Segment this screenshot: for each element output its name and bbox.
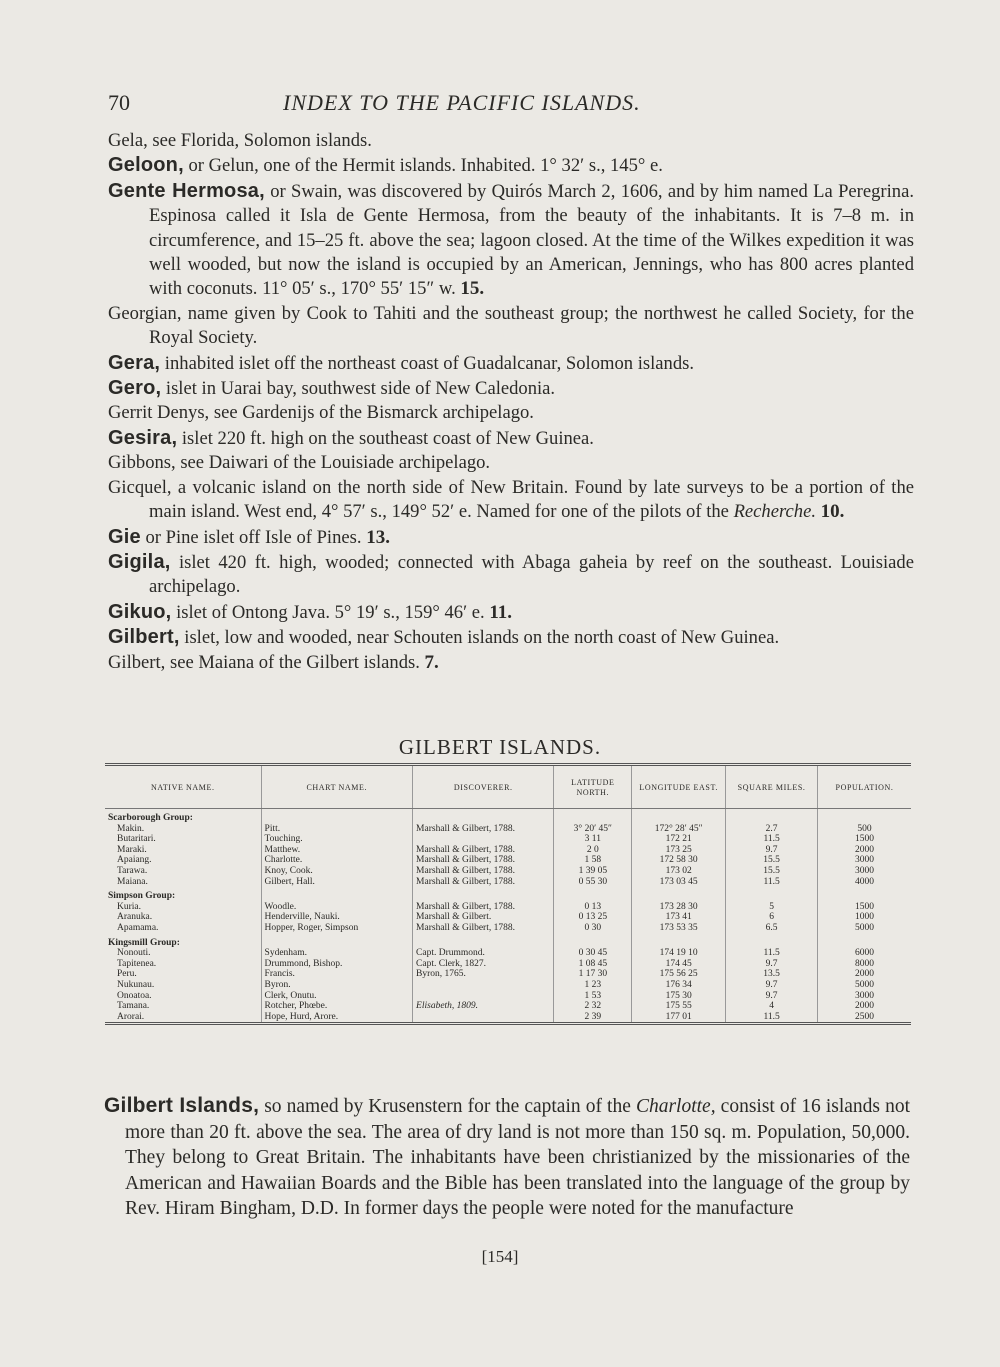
- empty-cell: [726, 887, 818, 902]
- cell-chart-name: Woodle.: [261, 902, 413, 913]
- cell-native-name: Makin.: [117, 823, 145, 834]
- empty-cell: [818, 809, 911, 824]
- empty-cell: [632, 887, 726, 902]
- map-reference: 10.: [820, 501, 845, 523]
- cell-square-miles: 4: [726, 1001, 818, 1012]
- table-row: [105, 845, 911, 856]
- empty-cell: [554, 934, 632, 949]
- cell-chart-name: Touching.: [261, 834, 413, 845]
- cell-population: 1500: [818, 834, 911, 845]
- entry-text: Gerrit Denys, see Gardenijs of the Bismarck archipelago.: [108, 402, 534, 424]
- cell-latitude: 1 39 05: [554, 866, 632, 877]
- entry-gie: [108, 525, 914, 550]
- cell-chart-name: Knoy, Cook.: [261, 866, 413, 877]
- entry-text: or Swain, was discovered by Quirós March 2, 1606, and by him named La Peregrina. Espinosa called it Isla de Gente Hermosa, from the beauty of the inhabitants. It is 7–8 m. in circumference, and 15–25 ft. above the sea; lagoon closed. At the time of the Wilkes expedition it was well wooded, but now the island is occupied by an American, Jennings, who has 800 acres planted with coconuts. 11° 05′ s., 170° 55′ 15″ w.: [149, 180, 914, 300]
- cell-latitude: 2 39: [554, 1012, 632, 1024]
- headword: Gesira,: [108, 426, 178, 449]
- cell-chart-name: Henderville, Nauki.: [261, 912, 413, 923]
- cell-population: 2000: [818, 845, 911, 856]
- col-chart-name: CHART NAME.: [261, 765, 413, 809]
- cell-discoverer: Marshall & Gilbert, 1788.: [413, 877, 554, 888]
- cell-population: 3000: [818, 991, 911, 1002]
- empty-cell: [413, 887, 554, 902]
- page-number: 70: [108, 90, 130, 115]
- cell-population: 8000: [818, 959, 911, 970]
- cell-square-miles: 11.5: [726, 1012, 818, 1024]
- cell-native-name: Tamana.: [117, 1001, 150, 1012]
- entry-gero: [108, 376, 914, 401]
- entry-gela: [108, 129, 914, 153]
- cell-longitude: 172° 28′ 45″: [632, 824, 726, 835]
- cell-chart-name: Hope, Hurd, Arore.: [261, 1012, 413, 1024]
- entry-gicquel: [108, 476, 914, 525]
- col-discoverer: DISCOVERER.: [413, 765, 554, 809]
- cell-latitude: 0 55 30: [554, 877, 632, 888]
- headword: Gie: [108, 525, 141, 548]
- cell-native-name: Maiana.: [117, 876, 148, 887]
- cell-discoverer: Marshall & Gilbert, 1788.: [413, 845, 554, 856]
- entry-text: inhabited islet off the northeast coast of Guadalcanar, Solomon islands.: [160, 352, 695, 374]
- cell-latitude: 1 17 30: [554, 969, 632, 980]
- cell-latitude: 0 30: [554, 923, 632, 934]
- entry-text: islet in Uarai bay, southwest side of New Caledonia.: [161, 378, 556, 400]
- index-entries: [108, 129, 914, 675]
- cell-square-miles: 11.5: [726, 948, 818, 959]
- table-row: [105, 948, 911, 959]
- cell-native-name: Onoatoa.: [117, 990, 152, 1001]
- cell-native-name: Aranuka.: [117, 912, 153, 923]
- cell-discoverer: [413, 1012, 554, 1024]
- empty-cell: [632, 934, 726, 949]
- cell-chart-name: Gilbert, Hall.: [261, 877, 413, 888]
- cell-discoverer: Marshall & Gilbert, 1788.: [413, 923, 554, 934]
- cell-population: 2000: [818, 969, 911, 980]
- entry-text: Gilbert, see Maiana of the Gilbert islands.: [108, 651, 425, 673]
- cell-chart-name: Pitt.: [261, 824, 413, 835]
- cell-longitude: 172 21: [632, 834, 726, 845]
- cell-chart-name: Charlotte.: [261, 855, 413, 866]
- cell-discoverer: [413, 980, 554, 991]
- cell-discoverer: Byron, 1765.: [413, 969, 554, 980]
- page-header: [108, 90, 920, 120]
- cell-longitude: 172 58 30: [632, 855, 726, 866]
- table-row: [105, 1001, 911, 1012]
- cell-population: 6000: [818, 948, 911, 959]
- col-longitude: LONGITUDE EAST.: [632, 765, 726, 809]
- table-row: [105, 877, 911, 888]
- headword: Gera,: [108, 351, 161, 374]
- cell-chart-name: Francis.: [261, 969, 413, 980]
- cell-native-name: Maraki.: [117, 844, 147, 855]
- table-row: [105, 980, 911, 991]
- headword: Gero,: [108, 377, 162, 400]
- cell-population: 3000: [818, 855, 911, 866]
- col-square-miles: SQUARE MILES.: [726, 765, 818, 809]
- table-row: [105, 991, 911, 1002]
- cell-square-miles: 6: [726, 912, 818, 923]
- cell-latitude: 0 13: [554, 902, 632, 913]
- cell-discoverer: Marshall & Gilbert, 1788.: [413, 824, 554, 835]
- cell-native-name: Nonouti.: [117, 948, 151, 959]
- cell-native-name: Kuria.: [117, 901, 142, 912]
- headword: Gente Hermosa,: [108, 179, 265, 202]
- signature-mark: [154]: [481, 1247, 519, 1266]
- empty-cell: [413, 809, 554, 824]
- entry-text: consist of 16 islands not more than 20 ft. above the sea. The area of dry land is not more than 150 sq. m. Population, 50,000. They belong to Great Britain. The inhabitants have been christianized by the missionaries of the American and Hawaiian Boards and the Bible has been translated into the language of the group by Rev. Hiram Bingham, D.D. In former days the people were noted for the manufacture: [125, 1096, 910, 1219]
- cell-longitude: 173 53 35: [632, 923, 726, 934]
- empty-cell: [818, 887, 911, 902]
- cell-latitude: 2 32: [554, 1001, 632, 1012]
- entry-gigila: [108, 550, 914, 600]
- entry-text: Gela, see Florida, Solomon islands.: [108, 130, 372, 151]
- cell-square-miles: 9.7: [726, 959, 818, 970]
- cell-population: 1000: [818, 912, 911, 923]
- cell-longitude: 176 34: [632, 980, 726, 991]
- cell-latitude: 3° 20′ 45″: [554, 824, 632, 835]
- headword: Gikuo,: [108, 600, 172, 623]
- cell-square-miles: 9.7: [726, 845, 818, 856]
- entry-gilbert-islet: [108, 625, 914, 650]
- table-row: [105, 959, 911, 970]
- group-name: Simpson Group:: [108, 891, 176, 902]
- cell-longitude: 173 41: [632, 912, 726, 923]
- cell-native-name: Tarawa.: [117, 865, 148, 876]
- cell-longitude: 175 55: [632, 1001, 726, 1012]
- table-row: [105, 855, 911, 866]
- cell-latitude: 0 30 45: [554, 948, 632, 959]
- group-name: Kingsmill Group:: [108, 937, 180, 948]
- cell-population: 2000: [818, 1001, 911, 1012]
- cell-longitude: 177 01: [632, 1012, 726, 1024]
- map-reference: 15.: [460, 278, 485, 300]
- group-header-row: [105, 887, 911, 902]
- entry-georgian: [108, 302, 914, 351]
- map-reference: 11.: [489, 601, 513, 623]
- cell-native-name: Tapitenea.: [117, 958, 157, 969]
- empty-cell: [261, 934, 413, 949]
- table-row: [105, 923, 911, 934]
- group-header-row: [105, 934, 911, 949]
- entry-text: islet, low and wooded, near Schouten islands on the north coast of New Guinea.: [179, 627, 780, 649]
- cell-chart-name: Drummond, Bishop.: [261, 959, 413, 970]
- cell-latitude: 3 11: [554, 834, 632, 845]
- map-reference: 7.: [424, 651, 439, 673]
- map-reference: 13.: [366, 526, 390, 548]
- empty-cell: [554, 887, 632, 902]
- cell-latitude: 0 13 25: [554, 912, 632, 923]
- cell-latitude: 1 58: [554, 855, 632, 866]
- table-row: [105, 866, 911, 877]
- gilbert-islands-entry: [104, 1093, 910, 1222]
- cell-square-miles: 11.5: [726, 877, 818, 888]
- entry-gerrit-denys: [108, 401, 914, 425]
- cell-square-miles: 15.5: [726, 855, 818, 866]
- cell-native-name: Nukunau.: [117, 979, 155, 990]
- table-body: [105, 809, 911, 1024]
- cell-chart-name: Matthew.: [261, 845, 413, 856]
- col-native-name: NATIVE NAME.: [105, 765, 261, 809]
- cell-discoverer: Elisabeth, 1809.: [413, 1001, 554, 1012]
- cell-longitude: 173 02: [632, 866, 726, 877]
- entry-gilbert-islands: [104, 1093, 910, 1222]
- cell-chart-name: Hopper, Roger, Simpson: [261, 923, 413, 934]
- col-population: POPULATION.: [818, 765, 911, 809]
- cell-chart-name: Clerk, Onutu.: [261, 991, 413, 1002]
- cell-square-miles: 15.5: [726, 866, 818, 877]
- entry-gera: [108, 351, 914, 376]
- entry-gesira: [108, 426, 914, 451]
- entry-gente-hermosa: [108, 179, 914, 302]
- cell-discoverer: Marshall & Gilbert, 1788.: [413, 855, 554, 866]
- cell-square-miles: 2.7: [726, 824, 818, 835]
- cell-square-miles: 9.7: [726, 980, 818, 991]
- cell-native-name: Apamama.: [117, 922, 159, 933]
- headword: Gilbert Islands,: [104, 1094, 260, 1117]
- entry-geloon: [108, 153, 914, 178]
- cell-discoverer: Marshall & Gilbert, 1788.: [413, 866, 554, 877]
- empty-cell: [632, 809, 726, 824]
- table-row: [105, 912, 911, 923]
- entry-text: Georgian, name given by Cook to Tahiti and the southeast group; the northwest he called Society, for the Royal Society.: [108, 302, 914, 349]
- cell-latitude: 2 0: [554, 845, 632, 856]
- table-header-row: [105, 765, 911, 809]
- cell-discoverer: Capt. Drummond.: [413, 948, 554, 959]
- cell-chart-name: Sydenham.: [261, 948, 413, 959]
- cell-native-name: Arorai.: [117, 1011, 145, 1022]
- cell-population: 3000: [818, 866, 911, 877]
- cell-population: 2500: [818, 1012, 911, 1024]
- empty-cell: [413, 934, 554, 949]
- cell-native-name: Apaiang.: [117, 855, 152, 866]
- entry-gilbert-see: [108, 651, 914, 675]
- gilbert-islands-table: [105, 763, 911, 1025]
- empty-cell: [261, 809, 413, 824]
- running-title: INDEX TO THE PACIFIC ISLANDS.: [283, 90, 641, 115]
- cell-longitude: 173 25: [632, 845, 726, 856]
- entry-text: Gibbons, see Daiwari of the Louisiade archipelago.: [108, 452, 491, 474]
- empty-cell: [726, 809, 818, 824]
- cell-discoverer: Capt. Clerk, 1827.: [413, 959, 554, 970]
- cell-longitude: 174 19 10: [632, 948, 726, 959]
- cell-chart-name: Byron.: [261, 980, 413, 991]
- cell-longitude: 173 03 45: [632, 877, 726, 888]
- empty-cell: [726, 934, 818, 949]
- table-row: [105, 1012, 911, 1024]
- empty-cell: [261, 887, 413, 902]
- ship-name: Charlotte,: [635, 1096, 716, 1117]
- table-title: GILBERT ISLANDS.: [398, 735, 602, 759]
- cell-longitude: 174 45: [632, 959, 726, 970]
- cell-longitude: 175 30: [632, 991, 726, 1002]
- cell-native-name: Butaritari.: [117, 834, 156, 845]
- entry-text: islet of Ontong Java. 5° 19′ s., 159° 46′ e.: [171, 601, 490, 623]
- cell-square-miles: 6.5: [726, 923, 818, 934]
- headword: Gigila,: [108, 550, 171, 573]
- entry-text: islet 420 ft. high, wooded; connected with Abaga gaheia by reef on the southeast. Louisiade archipelago.: [149, 551, 914, 598]
- cell-latitude: 1 53: [554, 991, 632, 1002]
- headword: Geloon,: [108, 154, 184, 177]
- cell-latitude: 1 23: [554, 980, 632, 991]
- cell-discoverer: [413, 834, 554, 845]
- cell-square-miles: 5: [726, 902, 818, 913]
- cell-population: 5000: [818, 923, 911, 934]
- cell-longitude: 173 28 30: [632, 902, 726, 913]
- entry-text: Gicquel, a volcanic island on the north side of New Britain. Found by late surveys to be a portion of the main island. West end, 4° 57′ s., 149° 52′ e. Named for one of the pilots of the: [108, 476, 914, 523]
- group-name: Scarborough Group:: [108, 813, 193, 823]
- cell-population: 1500: [818, 902, 911, 913]
- empty-cell: [554, 809, 632, 824]
- table-row: [105, 902, 911, 913]
- cell-square-miles: 9.7: [726, 991, 818, 1002]
- cell-population: 500: [818, 824, 911, 835]
- cell-population: 4000: [818, 877, 911, 888]
- empty-cell: [818, 934, 911, 949]
- ship-name: Recherche.: [733, 501, 816, 523]
- entry-text: or Gelun, one of the Hermit islands. Inhabited. 1° 32′ s., 145° e.: [183, 155, 663, 177]
- headword: Gilbert,: [108, 626, 180, 649]
- cell-square-miles: 11.5: [726, 834, 818, 845]
- group-header-row: [105, 809, 911, 824]
- table-row: [105, 969, 911, 980]
- cell-square-miles: 13.5: [726, 969, 818, 980]
- entry-gikuo: [108, 600, 914, 625]
- cell-discoverer: Marshall & Gilbert, 1788.: [413, 902, 554, 913]
- entry-text: islet 220 ft. high on the southeast coast of New Guinea.: [177, 427, 594, 449]
- cell-longitude: 175 56 25: [632, 969, 726, 980]
- table-row: [105, 824, 911, 835]
- col-latitude: LATITUDE NORTH.: [554, 765, 632, 809]
- cell-discoverer: Marshall & Gilbert.: [413, 912, 554, 923]
- entry-text: so named by Krusenstern for the captain of the: [259, 1096, 636, 1117]
- cell-latitude: 1 08 45: [554, 959, 632, 970]
- cell-chart-name: Rotcher, Phœbe.: [261, 1001, 413, 1012]
- table-row: [105, 834, 911, 845]
- entry-text: or Pine islet off Isle of Pines.: [140, 526, 367, 548]
- cell-native-name: Peru.: [117, 969, 137, 980]
- cell-discoverer: [413, 991, 554, 1002]
- cell-population: 5000: [818, 980, 911, 991]
- entry-gibbons: [108, 451, 914, 475]
